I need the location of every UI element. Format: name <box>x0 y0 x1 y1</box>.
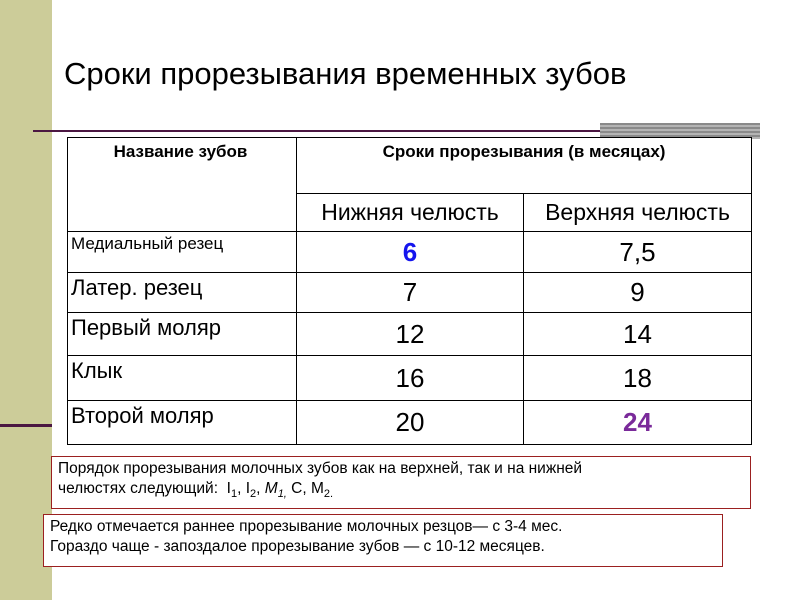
note-line <box>58 479 744 504</box>
row-lower-value: 6 <box>297 232 524 273</box>
table-row <box>68 313 752 356</box>
table-row <box>68 401 752 445</box>
seq-m2-sub: 2. <box>323 488 334 501</box>
subheader-lower-jaw: Нижняя челюсть <box>297 194 524 232</box>
table-row <box>68 356 752 401</box>
seq-sep: , <box>256 480 265 497</box>
row-tooth-name: Второй моляр <box>68 401 297 445</box>
eruption-timing-note <box>43 514 723 567</box>
row-lower-value: 12 <box>297 313 524 356</box>
header-eruption-term: Сроки прорезывания (в месяцах) <box>297 138 752 194</box>
left-decorative-band <box>0 0 52 600</box>
left-divider-line <box>0 424 52 427</box>
note-line: Порядок прорезывания молочных зубов как на верхней, так и на нижней <box>58 460 583 477</box>
seq-m1-sub-text: 1, <box>277 488 287 501</box>
eruption-table <box>67 137 752 445</box>
seq-i2-sub: 2 <box>250 488 257 501</box>
row-lower-value: 16 <box>297 356 524 401</box>
subheader-upper-jaw: Верхняя челюсть <box>524 194 752 232</box>
table-row <box>68 273 752 313</box>
table-row <box>68 232 752 273</box>
note-line: Гораздо чаще - запоздалое прорезывание зубов — с 10-12 месяцев. <box>50 538 545 555</box>
seq-m2: M <box>311 480 324 497</box>
seq-m1-sub <box>278 488 287 500</box>
seq-m1: M <box>264 480 278 497</box>
seq-i1-sub: 1 <box>230 488 238 501</box>
seq-i2: I <box>245 480 251 497</box>
row-tooth-name: Латер. резец <box>68 273 297 313</box>
row-tooth-name: Клык <box>68 356 297 401</box>
row-upper-value: 9 <box>524 273 752 313</box>
eruption-order-note <box>51 456 751 509</box>
header-tooth-name: Название зубов <box>68 138 297 232</box>
row-tooth-name: Медиальный резец <box>68 232 297 273</box>
row-upper-value: 14 <box>524 313 752 356</box>
seq-sep: С, <box>286 480 311 497</box>
row-lower-value: 20 <box>297 401 524 445</box>
table-header-row <box>68 138 752 194</box>
row-upper-value: 7,5 <box>524 232 752 273</box>
note-line-prefix: челюстях следующий: <box>58 480 227 497</box>
row-tooth-name: Первый моляр <box>68 313 297 356</box>
seq-sep: , <box>237 480 246 497</box>
seq-i1: I <box>226 480 231 497</box>
row-upper-value: 18 <box>524 356 752 401</box>
note-line: Редко отмечается раннее прорезывание молочных резцов— с 3-4 мес. <box>50 518 563 535</box>
row-upper-value: 24 <box>524 401 752 445</box>
row-lower-value: 7 <box>297 273 524 313</box>
slide-title: Сроки прорезывания временных зубов <box>64 56 627 91</box>
